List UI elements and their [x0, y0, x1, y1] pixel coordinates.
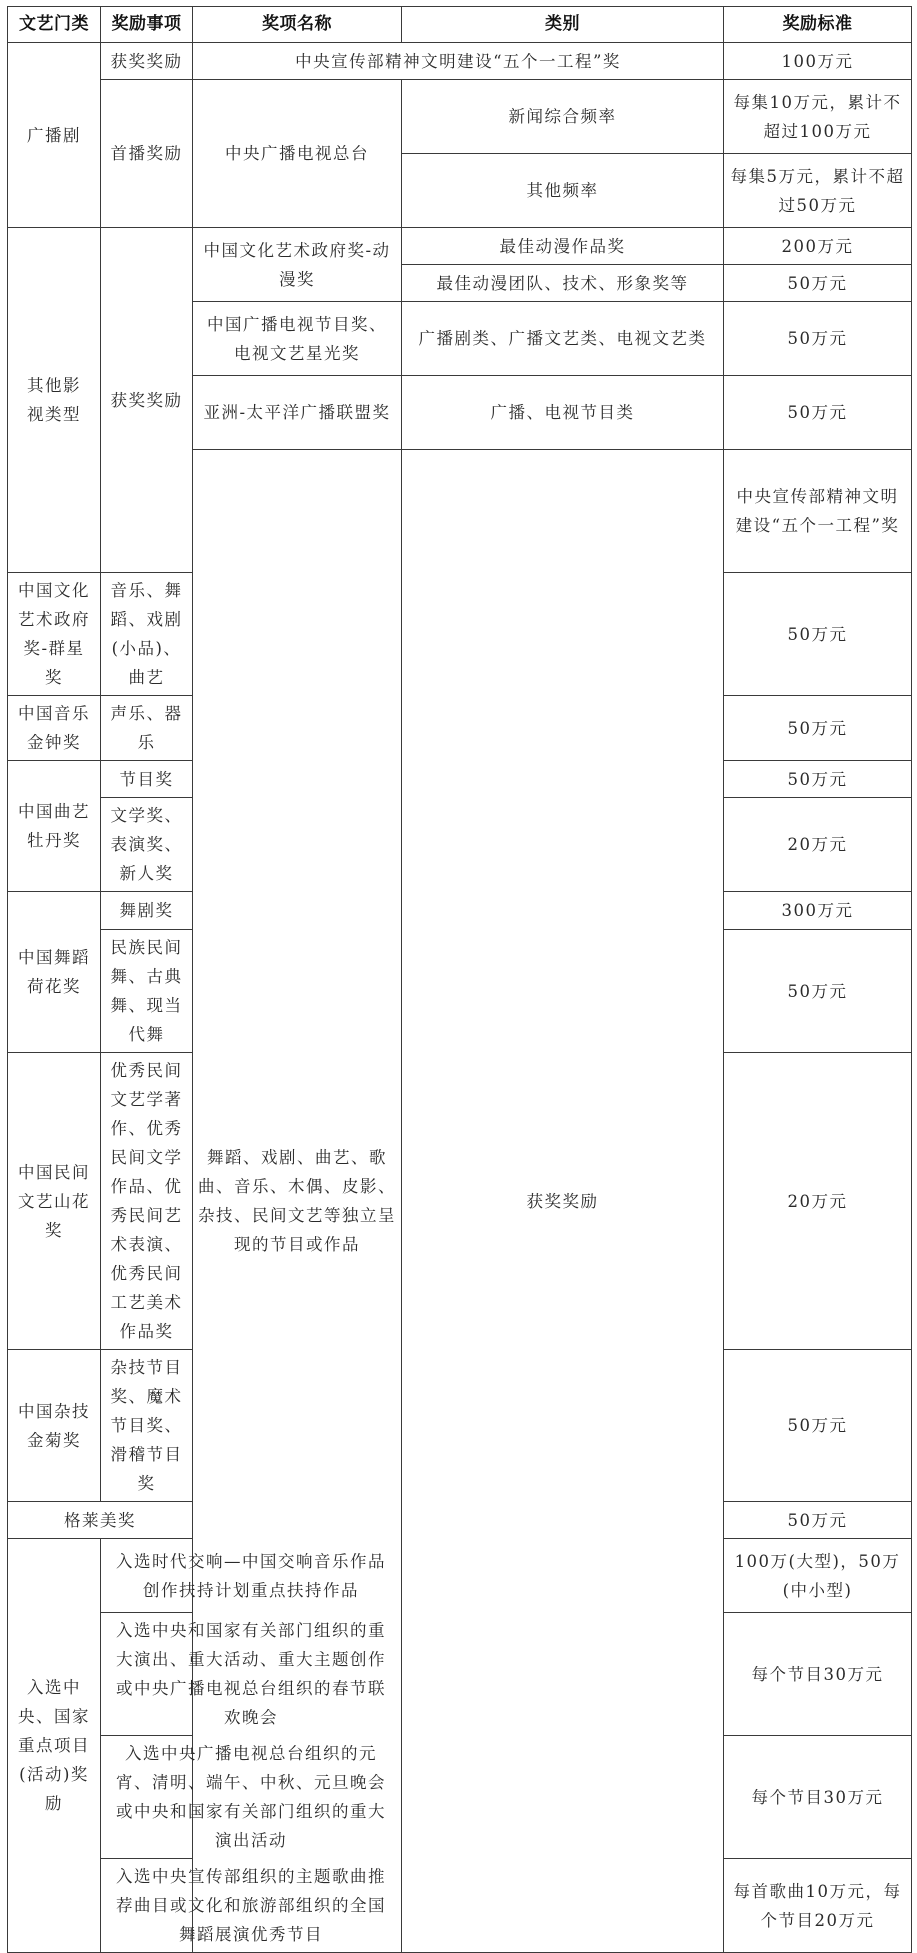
header-standard: 奖励标准 — [724, 7, 912, 43]
standard-cell: 50万元 — [724, 1350, 912, 1502]
standard-cell: 50万元 — [724, 376, 912, 450]
award-name-cell: 中国文化艺术政府奖-动漫奖 — [193, 228, 402, 302]
header-row — [8, 7, 912, 43]
category-cell: 广播剧 — [8, 43, 101, 228]
header-category: 文艺门类 — [8, 7, 101, 43]
standard-cell: 100万元 — [724, 43, 912, 80]
type-cell: 广播剧类、广播文艺类、电视文艺类 — [402, 302, 724, 376]
type-cell: 民族民间舞、古典舞、现当代舞 — [101, 930, 193, 1053]
item-cell: 获奖奖励 — [101, 228, 193, 573]
header-item: 奖励事项 — [101, 7, 193, 43]
header-type: 类别 — [402, 7, 724, 43]
standard-cell: 50万元 — [724, 265, 912, 302]
award-name-cell: 中国曲艺牡丹奖 — [8, 761, 101, 892]
type-cell: 新闻综合频率 — [402, 80, 724, 154]
standard-cell: 50万元 — [724, 930, 912, 1053]
category-cell: 舞蹈、戏剧、曲艺、歌曲、音乐、木偶、皮影、杂技、民间文艺等独立呈现的节目或作品 — [193, 450, 402, 1953]
award-name-cell: 中国音乐金钟奖 — [8, 696, 101, 761]
standard-cell: 50万元 — [724, 696, 912, 761]
item-cell: 获奖奖励 — [402, 450, 724, 1953]
standard-cell: 50万元 — [724, 761, 912, 798]
standard-cell: 20万元 — [724, 1053, 912, 1350]
award-name-cell: 中国舞蹈荷花奖 — [8, 892, 101, 1053]
standard-cell: 100万(大型)，50万(中小型) — [724, 1539, 912, 1613]
type-cell: 杂技节目奖、魔术节目奖、滑稽节目奖 — [101, 1350, 193, 1502]
item-cell: 入选中央、国家重点项目(活动)奖励 — [8, 1539, 101, 1953]
table-row — [8, 80, 912, 154]
standard-cell: 每个节目30万元 — [724, 1736, 912, 1859]
item-cell: 首播奖励 — [101, 80, 193, 228]
type-cell: 优秀民间文艺学著作、优秀民间文学作品、优秀民间艺术表演、优秀民间工艺美术作品奖 — [101, 1053, 193, 1350]
type-cell: 音乐、舞蹈、戏剧(小品)、曲艺 — [101, 573, 193, 696]
award-name-cell: 中央宣传部精神文明建设“五个一工程”奖 — [193, 43, 724, 80]
selection-cell: 入选时代交响—中国交响音乐作品创作扶持计划重点扶持作品 — [101, 1539, 402, 1613]
standard-cell: 每首歌曲10万元，每个节目20万元 — [724, 1859, 912, 1953]
standard-cell: 200万元 — [724, 228, 912, 265]
award-name-cell: 亚洲-太平洋广播联盟奖 — [193, 376, 402, 450]
standard-cell: 每集10万元，累计不超过100万元 — [724, 80, 912, 154]
table-row — [8, 228, 912, 265]
award-name-cell: 中央广播电视总台 — [193, 80, 402, 228]
table-row — [8, 43, 912, 80]
award-name-cell: 中国民间文艺山花奖 — [8, 1053, 101, 1350]
type-cell: 最佳动漫作品奖 — [402, 228, 724, 265]
selection-cell: 入选中央和国家有关部门组织的重大演出、重大活动、重大主题创作或中央广播电视总台组织的春节联欢晚会 — [101, 1613, 402, 1736]
standard-cell: 50万元 — [724, 1502, 912, 1539]
type-cell: 舞剧奖 — [101, 892, 193, 930]
award-name-cell: 中国文化艺术政府奖-群星奖 — [8, 573, 101, 696]
standard-cell: 50万元 — [724, 573, 912, 696]
standard-cell: 300万元 — [724, 892, 912, 930]
type-cell: 文学奖、表演奖、新人奖 — [101, 798, 193, 892]
type-cell: 最佳动漫团队、技术、形象奖等 — [402, 265, 724, 302]
standard-cell: 20万元 — [724, 798, 912, 892]
selection-cell: 入选中央宣传部组织的主题歌曲推荐曲目或文化和旅游部组织的全国舞蹈展演优秀节目 — [101, 1859, 402, 1953]
standard-cell: 50万元 — [724, 302, 912, 376]
type-cell: 其他频率 — [402, 154, 724, 228]
category-cell: 其他影视类型 — [8, 228, 101, 573]
standard-cell: 每个节目30万元 — [724, 1613, 912, 1736]
type-cell: 广播、电视节目类 — [402, 376, 724, 450]
award-name-cell: 中国广播电视节目奖、电视文艺星光奖 — [193, 302, 402, 376]
type-cell: 节目奖 — [101, 761, 193, 798]
standard-cell: 每集5万元，累计不超过50万元 — [724, 154, 912, 228]
item-cell: 获奖奖励 — [101, 43, 193, 80]
award-name-cell: 中央宣传部精神文明建设“五个一工程”奖 — [724, 450, 912, 573]
award-name-cell: 中国杂技金菊奖 — [8, 1350, 101, 1502]
selection-cell: 入选中央广播电视总台组织的元宵、清明、端午、中秋、元旦晚会或中央和国家有关部门组织的重大演出活动 — [101, 1736, 402, 1859]
header-award-name: 奖项名称 — [193, 7, 402, 43]
type-cell: 声乐、器乐 — [101, 696, 193, 761]
reward-table — [7, 6, 912, 1953]
award-name-cell: 格莱美奖 — [8, 1502, 193, 1539]
